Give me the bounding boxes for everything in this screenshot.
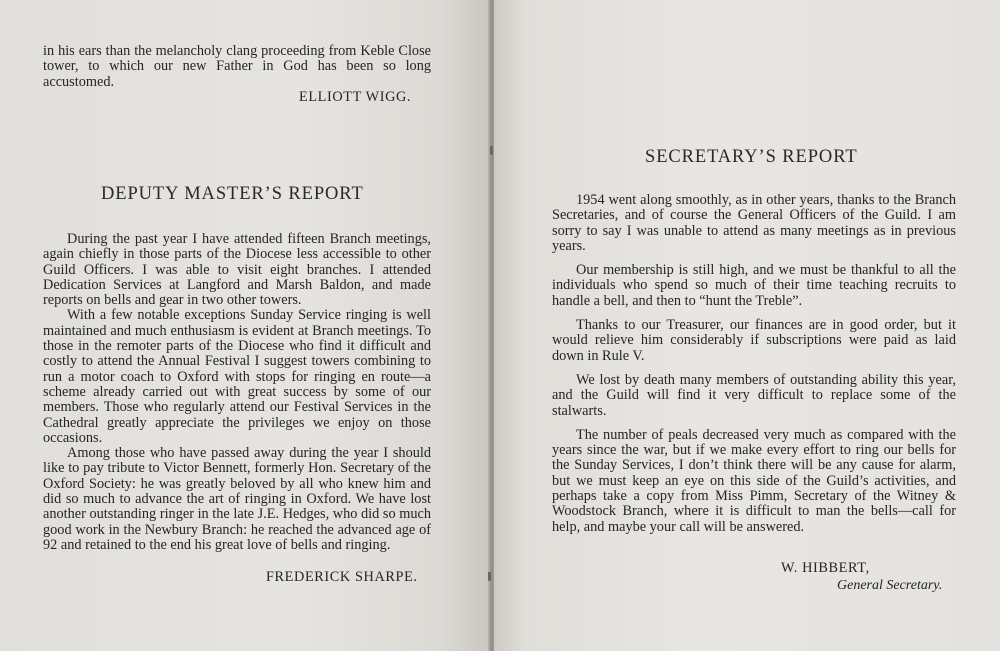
secretary-report-body (552, 193, 956, 535)
deputy-paragraph-3: Among those who have passed away during the year I should like to pay tribute to Victor Bennett, formerly Hon. Secretary of the Oxford Society: he was greatly beloved by all who knew him and did so much to advance the art of ringing in Oxford. We have lost another outstanding ringer in the late J.E. Hedges, who did so much good work in the Newbury Branch: he reached the advanced age of 92 and retained to the end his great love of bells and ringing. (43, 445, 431, 553)
deputy-master-report-body (43, 232, 431, 553)
secretary-paragraph-5: The number of peals decreased very much as compared with the years since the war, but if we make every effort to ring our bells for the Sunday Services, I don’t think there will be any cause for alarm, but we must keep an eye on this side of the Guild’s activities, and perhaps take a copy from Miss Pimm, Secretary of the Witney & Woodstock Branch, where it is difficult to man the bells—call for help, and maybe your call will be answered. (552, 426, 956, 535)
signature-frederick-sharpe: FREDERICK SHARPE. (266, 569, 418, 585)
signature-w-hibbert: W. HIBBERT, (781, 560, 870, 576)
role-general-secretary: General Secretary. (837, 578, 943, 593)
secretary-paragraph-2: Our membership is still high, and we must be thankful to all the individuals who spend so much of their time teaching recruits to handle a bell, and then to “hunt the Treble”. (552, 262, 956, 309)
deputy-paragraph-2: With a few notable exceptions Sunday Service ringing is well maintained and much enthusiasm is evident at Branch meetings. To those in the remoter parts of the Diocese who find it difficult and costly to attend the Annual Festival I suggest towers combining to run a motor coach to Oxford with stops for ringing en route—a scheme already carried out with great success by some of our members. Those who regularly attend our Festival Services in the Cathedral greatly appreciate the privileges we enjoy on those occasions. (43, 307, 431, 446)
secretary-heading: SECRETARY’S REPORT (645, 147, 858, 167)
binding-staple-top (490, 146, 493, 155)
continuation-text: in his ears than the melancholy clang proceeding from Keble Close tower, to which our new Father in God has been so long accustomed. (43, 43, 431, 90)
right-page (494, 0, 1000, 651)
binding-staple-bottom (488, 572, 491, 581)
signature-elliott-wigg: ELLIOTT WIGG. (299, 89, 412, 105)
deputy-paragraph-1: During the past year I have attended fifteen Branch meetings, again chiefly in those parts of the Diocese less accessible to other Guild Officers. I was able to visit eight branches. I attended Dedication Services at Langford and Marsh Baldon, and made reports on bells and gear in two other towers. (43, 231, 431, 309)
deputy-master-heading: DEPUTY MASTER’S REPORT (101, 184, 364, 204)
secretary-paragraph-4: We lost by death many members of outstanding ability this year, and the Guild will find it very difficult to replace some of the stalwarts. (552, 371, 956, 419)
secretary-paragraph-3: Thanks to our Treasurer, our finances are in good order, but it would relieve him considerably if subscriptions were paid as laid down in Rule V. (552, 317, 956, 364)
left-page (0, 0, 490, 651)
secretary-paragraph-1: 1954 went along smoothly, as in other years, thanks to the Branch Secretaries, and of course the General Officers of the Guild. I am sorry to say I was unable to attend as many meetings as in previous years. (552, 192, 956, 254)
